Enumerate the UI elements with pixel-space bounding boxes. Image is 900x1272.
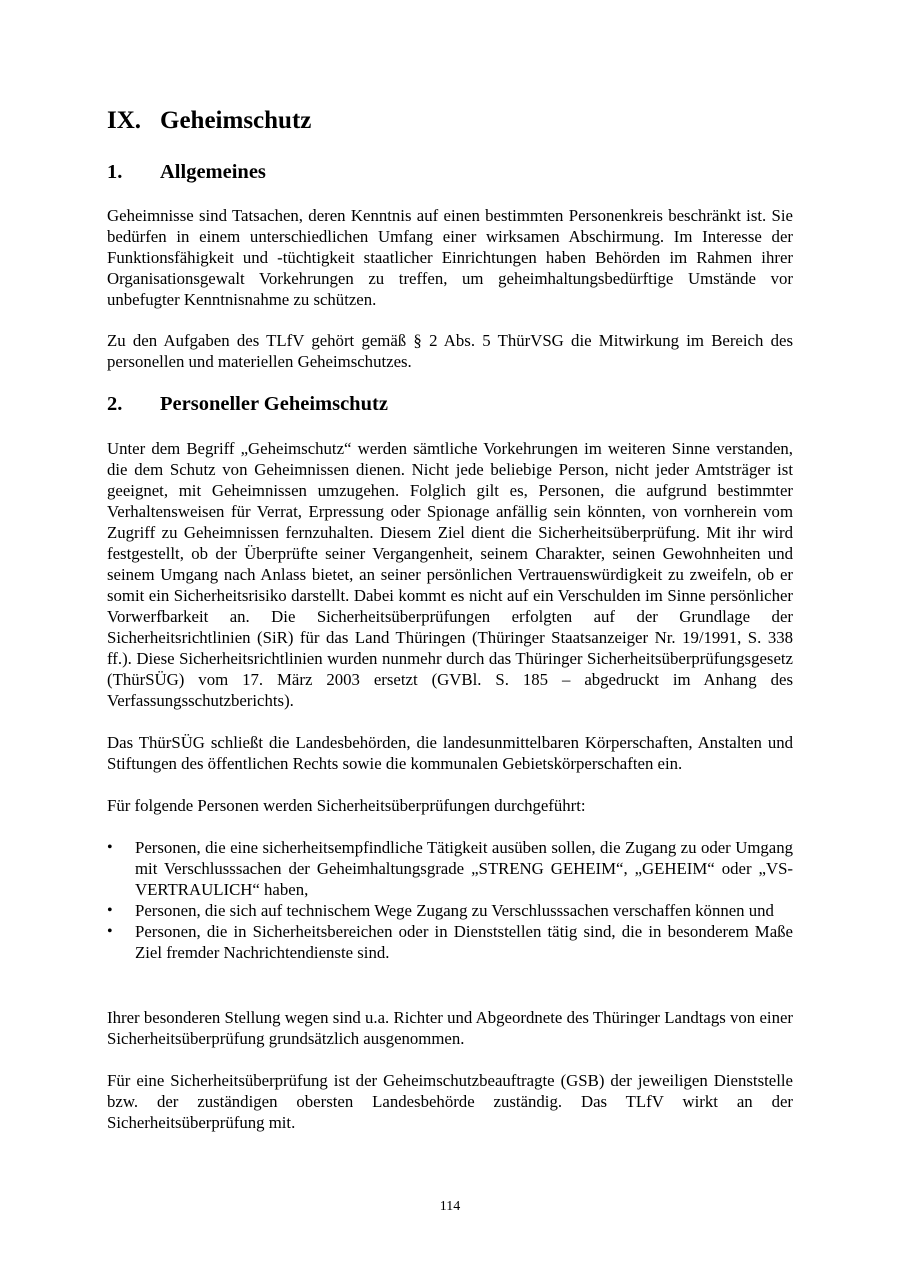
section-heading-personeller-geheimschutz <box>107 393 388 416</box>
section-number: 2. <box>107 393 123 415</box>
list-item <box>107 837 793 900</box>
paragraph-begriff-geheimschutz: Unter dem Begriff „Geheimschutz“ werden sämtliche Vorkehrungen im weiteren Sinne verstanden, die dem Schutz von Geheimnissen dienen. Nicht jede beliebige Person, nicht jeder Amtsträger ist geeignet, mit Geheimnissen umzugehen. Folglich gilt es, Personen, die aufgrund bestimmter Verhaltensweisen für Verrat, Erpressung oder Spionage anfällig sein könnten, von vornherein vom Zugriff zu Geheimnissen fernzuhalten. Diesem Ziel dient die Sicherheitsüberprüfung. Mit ihr wird festgestellt, ob der Überprüfte seiner Vergangenheit, seinem Charakter, seinen Gewohnheiten und seinem Umgang nach Anlass bietet, an seiner persönlichen Vertrauenswürdigkeit zu zweifeln, ob er somit ein Sicherheitsrisiko darstellt. Dabei kommt es nicht auf ein Verschulden im Sinne persönlicher Vorwerfbarkeit an. Die Sicherheitsüberprüfungen erfolgten auf der Grundlage der Sicherheitsrichtlinien (SiR) für das Land Thüringen (Thüringer Staatsanzeiger Nr. 19/1991, S. 338 ff.). Diese Sicherheitsrichtlinien wurden nunmehr durch das Thüringer Sicherheitsüberprüfungsgesetz (ThürSÜG) vom 17. März 2003 ersetzt (GVBl. S. 185 – abgedruckt im Anhang des Verfassungsschutzberichts). <box>107 439 793 710</box>
paragraph-zustaendigkeit-gsb: Für eine Sicherheitsüberprüfung ist der Geheimschutzbeauftragte (GSB) der jeweiligen Dienststelle bzw. der zuständigen obersten Landesbehörde zuständig. Das TLfV wirkt an der Sicherheitsüberprüfung mit. <box>107 1071 793 1132</box>
chapter-number: IX. <box>107 107 142 134</box>
paragraph-thuersueg: Das ThürSÜG schließt die Landesbehörden, die landesunmittelbaren Körperschaften, Anstalten und Stiftungen des öffentlichen Rechts sowie die kommunalen Gebietskörperschaften ein. <box>107 733 793 773</box>
paragraph-personen-intro: Für folgende Personen werden Sicherheitsüberprüfungen durchgeführt: <box>107 796 586 815</box>
bullet-list-personen <box>107 837 793 963</box>
chapter-heading <box>107 107 311 135</box>
chapter-title: Geheimschutz <box>160 107 312 134</box>
bullet-marker: • <box>107 902 113 919</box>
list-item <box>107 921 793 963</box>
list-item-text: Personen, die in Sicherheitsbereichen oder in Dienststellen tätig sind, die in besonderem Maße Ziel fremder Nachrichtendienste sind. <box>135 922 793 962</box>
paragraph-aufgaben-tlfv: Zu den Aufgaben des TLfV gehört gemäß § 2 Abs. 5 ThürVSG die Mitwirkung im Bereich des personellen und materiellen Geheimschutzes. <box>107 331 793 371</box>
list-item-text: Personen, die sich auf technischem Wege Zugang zu Verschlusssachen verschaffen können und <box>135 901 774 920</box>
paragraph-ausnahmen: Ihrer besonderen Stellung wegen sind u.a. Richter und Abgeordnete des Thüringer Landtags von einer Sicherheitsüberprüfung grundsätzlich ausgenommen. <box>107 1008 793 1048</box>
list-item-text: Personen, die eine sicherheitsempfindliche Tätigkeit ausüben sollen, die Zugang zu oder Umgang mit Verschlusssachen der Geheimhaltungsgrade „STRENG GEHEIM“, „GEHEIM“ oder „VS-VERTRAULICH“ haben, <box>135 838 793 899</box>
section-heading-allgemeines <box>107 161 266 184</box>
section-title: Personeller Geheimschutz <box>160 393 388 415</box>
bullet-marker: • <box>107 923 113 940</box>
page-number: 114 <box>439 1199 461 1214</box>
paragraph-geheimnisse: Geheimnisse sind Tatsachen, deren Kenntnis auf einen bestimmten Personenkreis beschränkt ist. Sie bedürfen in einem unterschiedlichen Umfang einer wirksamen Abschirmung. Im Interesse der Funktionsfähigkeit und -tüchtigkeit staatlicher Einrichtungen haben Behörden im Rahmen ihrer Organisationsgewalt Vorkehrungen zu treffen, um geheimhaltungsbedürftige Umstände vor unbefugter Kenntnisnahme zu schützen. <box>107 206 793 309</box>
bullet-marker: • <box>107 839 113 856</box>
list-item <box>107 900 793 921</box>
section-number: 1. <box>107 161 123 183</box>
section-title: Allgemeines <box>160 161 266 183</box>
